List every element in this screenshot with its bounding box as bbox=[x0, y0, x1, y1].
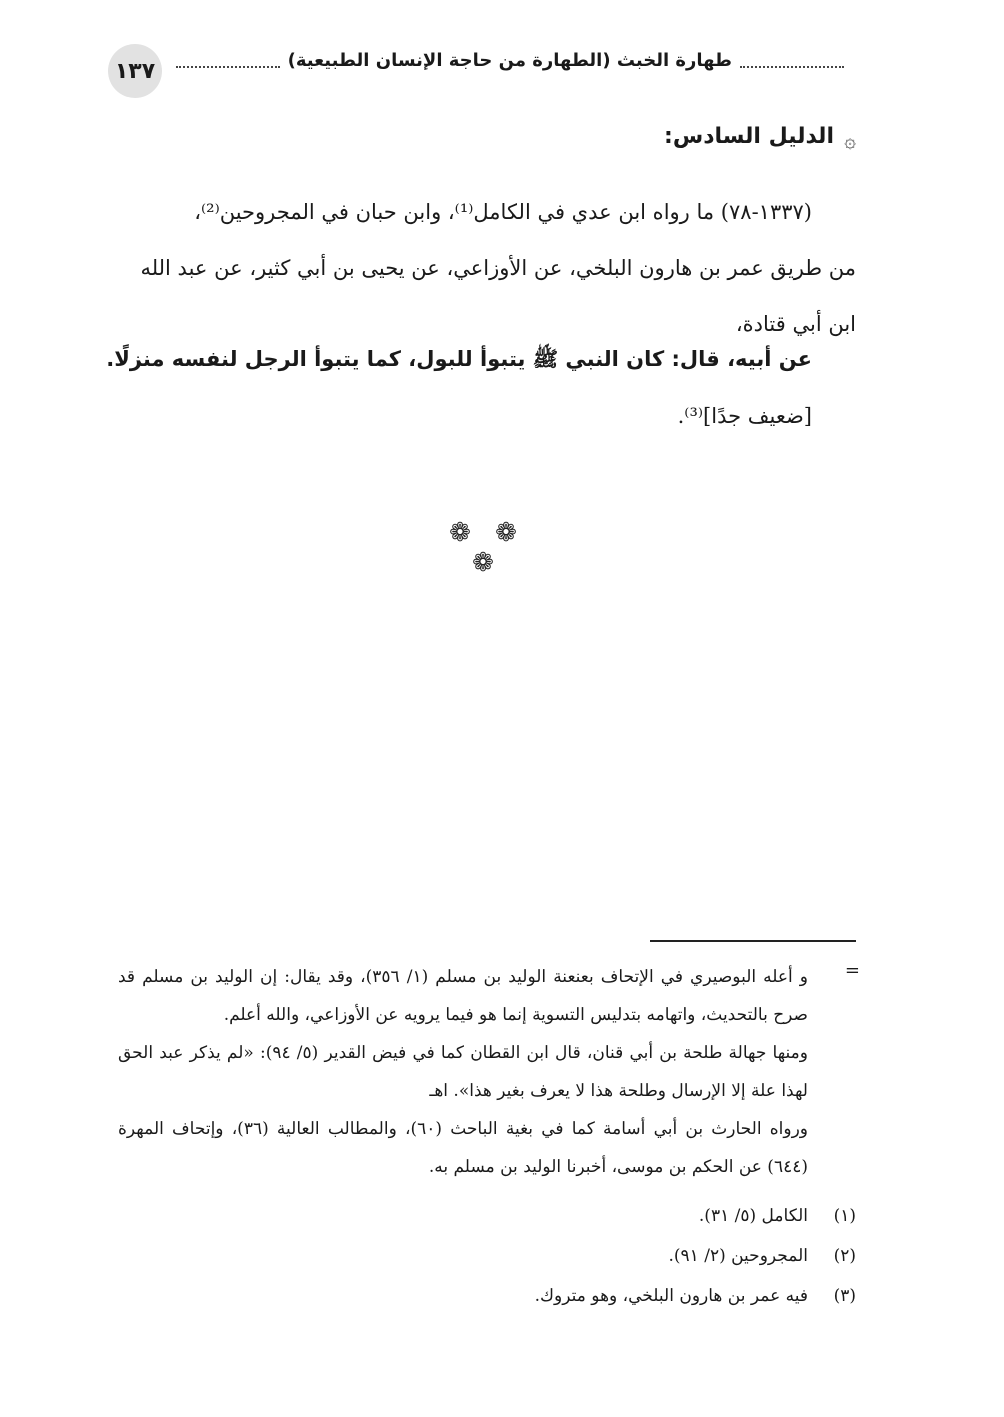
body-line: ابن أبي قتادة، bbox=[735, 312, 856, 336]
hadith-text: عن أبيه، قال: كان النبي ﷺ يتبوأ للبول، كما يتبوأ الرجل لنفسه منزلًا. bbox=[106, 347, 812, 371]
footnote-item bbox=[535, 1236, 856, 1276]
footnote-text: المجروحين (٢/ ٩١). bbox=[668, 1246, 808, 1266]
page-number: ١٣٧ bbox=[108, 44, 162, 98]
footnote-rule bbox=[650, 940, 856, 942]
running-title: طهارة الخبث (الطهارة من حاجة الإنسان الطبيعية) bbox=[287, 50, 732, 71]
footnote-continuation-mark: = bbox=[844, 960, 860, 981]
footnote-paragraph: ورواه الحارث بن أبي أسامة كما في بغية الباحث (٦٠)، والمطالب العالية (٣٦)، وإتحاف المهرة (٦٤٤) عن الحكم بن موسى، أخبرنا الوليد بن مسلم به. bbox=[118, 1119, 809, 1177]
header-leader-dots-right bbox=[740, 54, 844, 68]
footnote-item bbox=[535, 1196, 856, 1236]
header-leader-dots-left bbox=[176, 54, 280, 68]
footnote-text: الكامل (٥/ ٣١). bbox=[698, 1206, 808, 1226]
footnote-paragraph: و أعله البوصيري في الإتحاف بعنعنة الوليد بن مسلم (١/ ٣٥٦)، وقد يقال: إن الوليد بن مسلم قد صرح بالتحديث، واتهامه بتدليس التسوية إنما هو فيما يرويه عن الأوزاعي، والله أعلم. bbox=[118, 967, 808, 1025]
footnote-number: (٣) bbox=[833, 1286, 856, 1306]
heading-ornament-icon: ۞ bbox=[844, 128, 856, 152]
footnote-number: (١) bbox=[833, 1206, 856, 1226]
footnote-paragraph: ومنها جهالة طلحة بن أبي قنان، قال ابن القطان كما في فيض القدير (٥/ ٩٤): «لم يذكر عبد الحق لهذا علة إلا الإرسال وطلحة هذا لا يعرف بغير هذا». اهـ bbox=[118, 1043, 808, 1101]
footnote-list bbox=[535, 1196, 856, 1316]
hadith-grading: [ضعيف جدًا]⁽³⁾. bbox=[677, 404, 812, 428]
footnote-text: فيه عمر بن هارون البلخي، وهو متروك. bbox=[534, 1286, 808, 1306]
footnote-item bbox=[535, 1276, 856, 1316]
body-line: من طريق عمر بن هارون البلخي، عن الأوزاعي، عن يحيى بن أبي كثير، عن عبد الله bbox=[140, 256, 856, 280]
body-line: (١٣٣٧-٧٨) ما رواه ابن عدي في الكامل⁽¹⁾، وابن حبان في المجروحين⁽²⁾، bbox=[194, 200, 812, 224]
section-separator-ornament: ❁ ❁ ❁ bbox=[449, 518, 525, 578]
section-heading: الدليل السادس: bbox=[664, 124, 834, 149]
body-paragraph bbox=[118, 184, 856, 352]
footnote-number: (٢) bbox=[833, 1246, 856, 1266]
footnote-continuation bbox=[118, 958, 808, 1186]
